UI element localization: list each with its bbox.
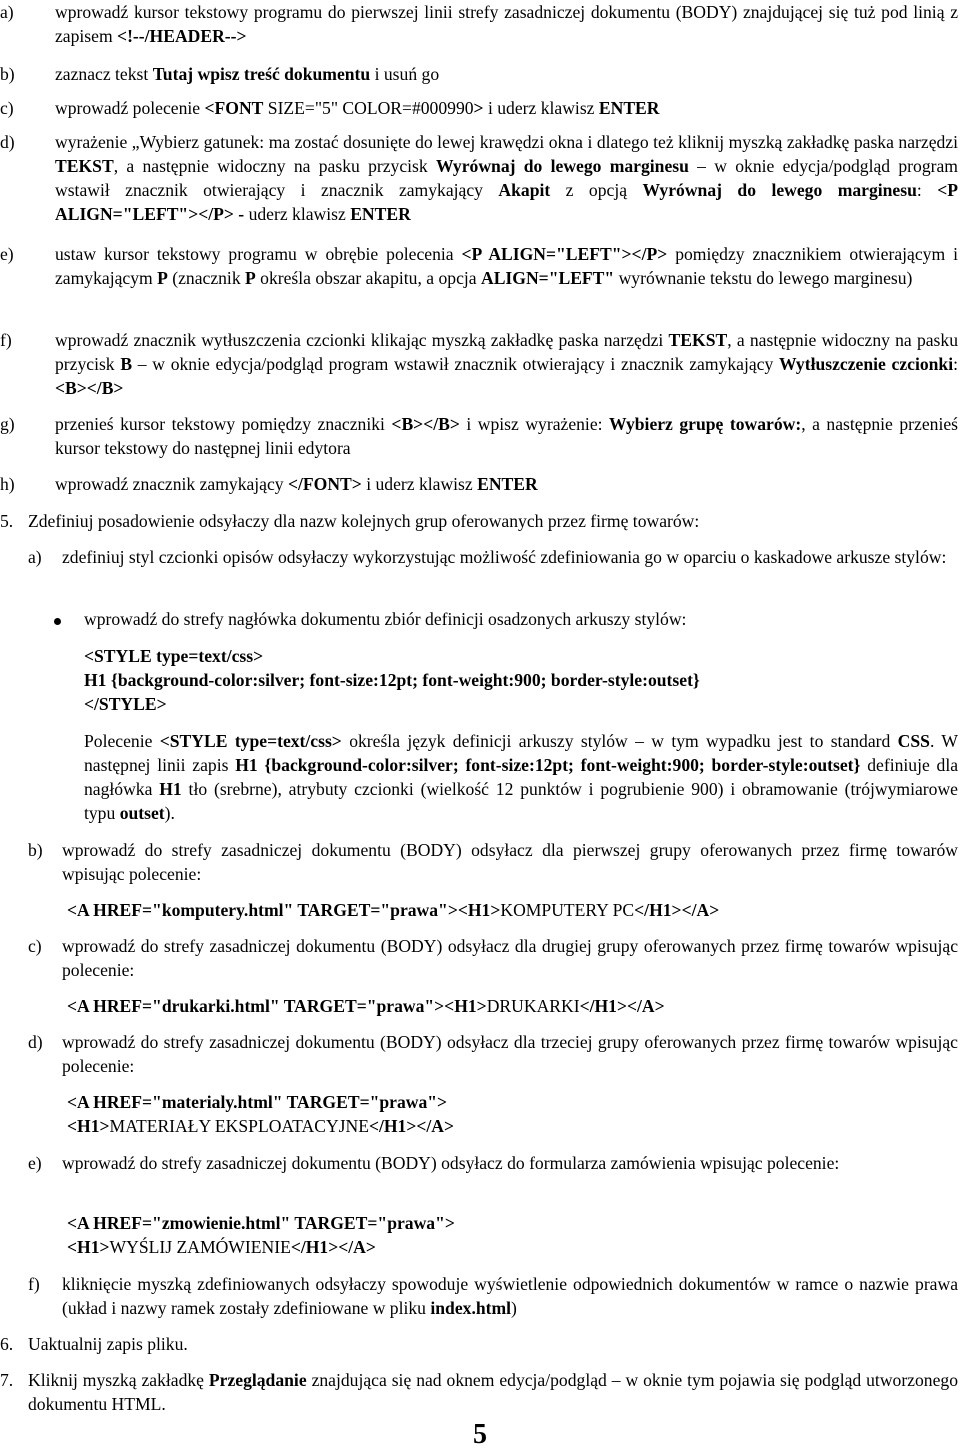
item-text: wprowadź znacznik zamykający </FONT> i uderz klawisz ENTER (55, 474, 538, 494)
item-label: c) (0, 98, 14, 118)
item-text: kliknięcie myszką zdefiniowanych odsyłaczy spowoduje wyświetlenie odpowiednich dokumentów w ramce o nazwie prawa (układ i nazwy ramek zostały zdefiniowane w pliku index.html) (62, 1274, 958, 1318)
step-text: Kliknij myszką zakładkę Przeglądanie znajdująca się nad oknem edycja/podgląd – w oknie tym pojawia się podgląd utworzonego dokumentu HTML. (28, 1370, 958, 1414)
code-line: <STYLE type=text/css> (84, 646, 264, 666)
step-text: Uaktualnij zapis pliku. (28, 1334, 188, 1354)
code-line: H1 {background-color:silver; font-size:12pt; font-weight:900; border-style:outset} (84, 670, 700, 690)
item-text: wprowadź kursor tekstowy programu do pierwszej linii strefy zasadniczej dokumentu (BODY) znajdującej się tuż pod linią z zapisem <!--/HEADER--> (55, 2, 958, 46)
step-number: 6. (0, 1334, 14, 1354)
code-line: <A HREF="materialy.html" TARGET="prawa"> (67, 1092, 448, 1112)
step-text: Zdefiniuj posadowienie odsyłaczy dla nazw kolejnych grup oferowanych przez firmę towarów: (28, 511, 700, 531)
item-label: e) (28, 1153, 42, 1173)
item-text: wprowadź do strefy zasadniczej dokumentu (BODY) odsyłacz dla drugiej grupy oferowanych przez firmę towarów wpisując polecenie: (62, 936, 958, 980)
item-label: h) (0, 474, 15, 494)
item-text: wprowadź do strefy zasadniczej dokumentu (BODY) odsyłacz do formularza zamówienia wpisując polecenie: (62, 1153, 840, 1173)
item-label: a) (0, 2, 14, 22)
code-line: <H1>WYŚLIJ ZAMÓWIENIE</H1></A> (67, 1237, 376, 1257)
item-text: wprowadź znacznik wytłuszczenia czcionki klikając myszką zakładkę paska narzędzi TEKST, a następnie widoczny na pasku przycisk B – w oknie edycja/podgląd program wstawił znacznik otwierający i znacznik zamykający Wytłuszczenie czcionki: <B></B> (55, 330, 958, 398)
item-text: ustaw kursor tekstowy programu w obrębie polecenia <P ALIGN="LEFT"></P> pomiędzy znacznikiem otwierającym i zamykającym P (znacznik P określa obszar akapitu, a opcja ALIGN="LEFT" wyrównanie tekstu do lewego marginesu) (55, 244, 958, 288)
item-text: wprowadź do strefy zasadniczej dokumentu (BODY) odsyłacz dla pierwszej grupy oferowanych przez firmę towarów wpisując polecenie: (62, 840, 958, 884)
step-number: 5. (0, 511, 14, 531)
item-text: wprowadź polecenie <FONT SIZE="5" COLOR=#000990> i uderz klawisz ENTER (55, 98, 660, 118)
code-line: <A HREF="drukarki.html" TARGET="prawa"><H1>DRUKARKI</H1></A> (67, 996, 665, 1016)
code-line: <A HREF="zmowienie.html" TARGET="prawa"> (67, 1213, 455, 1233)
item-label: a) (28, 547, 42, 567)
item-label: d) (0, 132, 15, 152)
step-number: 7. (0, 1370, 14, 1390)
code-line: </STYLE> (84, 694, 167, 714)
item-label: b) (28, 840, 43, 860)
item-text: zdefiniuj styl czcionki opisów odsyłaczy wykorzystując możliwość zdefiniowania go w oparciu o kaskadowe arkusze stylów: (62, 547, 947, 567)
bullet-text: wprowadź do strefy nagłówka dokumentu zbiór definicji osadzonych arkuszy stylów: (84, 609, 687, 629)
item-label: f) (28, 1274, 40, 1294)
item-text: zaznacz tekst Tutaj wpisz treść dokumentu i usuń go (55, 64, 440, 84)
item-text: przenieś kursor tekstowy pomiędzy znaczniki <B></B> i wpisz wyrażenie: Wybierz grupę towarów:, a następnie przenieś kursor tekstowy do następnej linii edytora (55, 414, 958, 458)
explanation-text: Polecenie <STYLE type=text/css> określa język definicji arkuszy stylów – w tym wypadku jest to standard CSS. W następnej linii zapis H1 {background-color:silver; font-size:12pt; font-weight:900; border-style:outset} definiuje dla nagłówka H1 tło (srebrne), atrybuty czcionki (wielkość 12 punktów i pogrubienie 900) i obramowanie (trójwymiarowe typu outset). (84, 731, 959, 823)
item-label: d) (28, 1032, 43, 1052)
item-text: wyrażenie „Wybierz gatunek: ma zostać dosunięte do lewej krawędzi okna i dlatego też kliknij myszką zakładkę paska narzędzi TEKST, a następnie widoczny na pasku przycisk Wyrównaj do lewego marginesu – w oknie edycja/podgląd program wstawił znacznik otwierający i znacznik zamykający Akapit z opcją Wyrównaj do lewego marginesu: <P ALIGN="LEFT"></P> - uderz klawisz ENTER (55, 132, 958, 224)
item-label: g) (0, 414, 15, 434)
bullet-icon (54, 607, 61, 631)
item-label: c) (28, 936, 42, 956)
item-label: f) (0, 330, 12, 350)
code-line: <A HREF="komputery.html" TARGET="prawa"><H1>KOMPUTERY PC</H1></A> (67, 900, 720, 920)
item-label: e) (0, 244, 14, 264)
code-line: <H1>MATERIAŁY EKSPLOATACYJNE</H1></A> (67, 1116, 455, 1136)
page-number: 5 (473, 1419, 487, 1450)
item-label: b) (0, 64, 15, 84)
item-text: wprowadź do strefy zasadniczej dokumentu (BODY) odsyłacz dla trzeciej grupy oferowanych przez firmę towarów wpisując polecenie: (62, 1032, 958, 1076)
